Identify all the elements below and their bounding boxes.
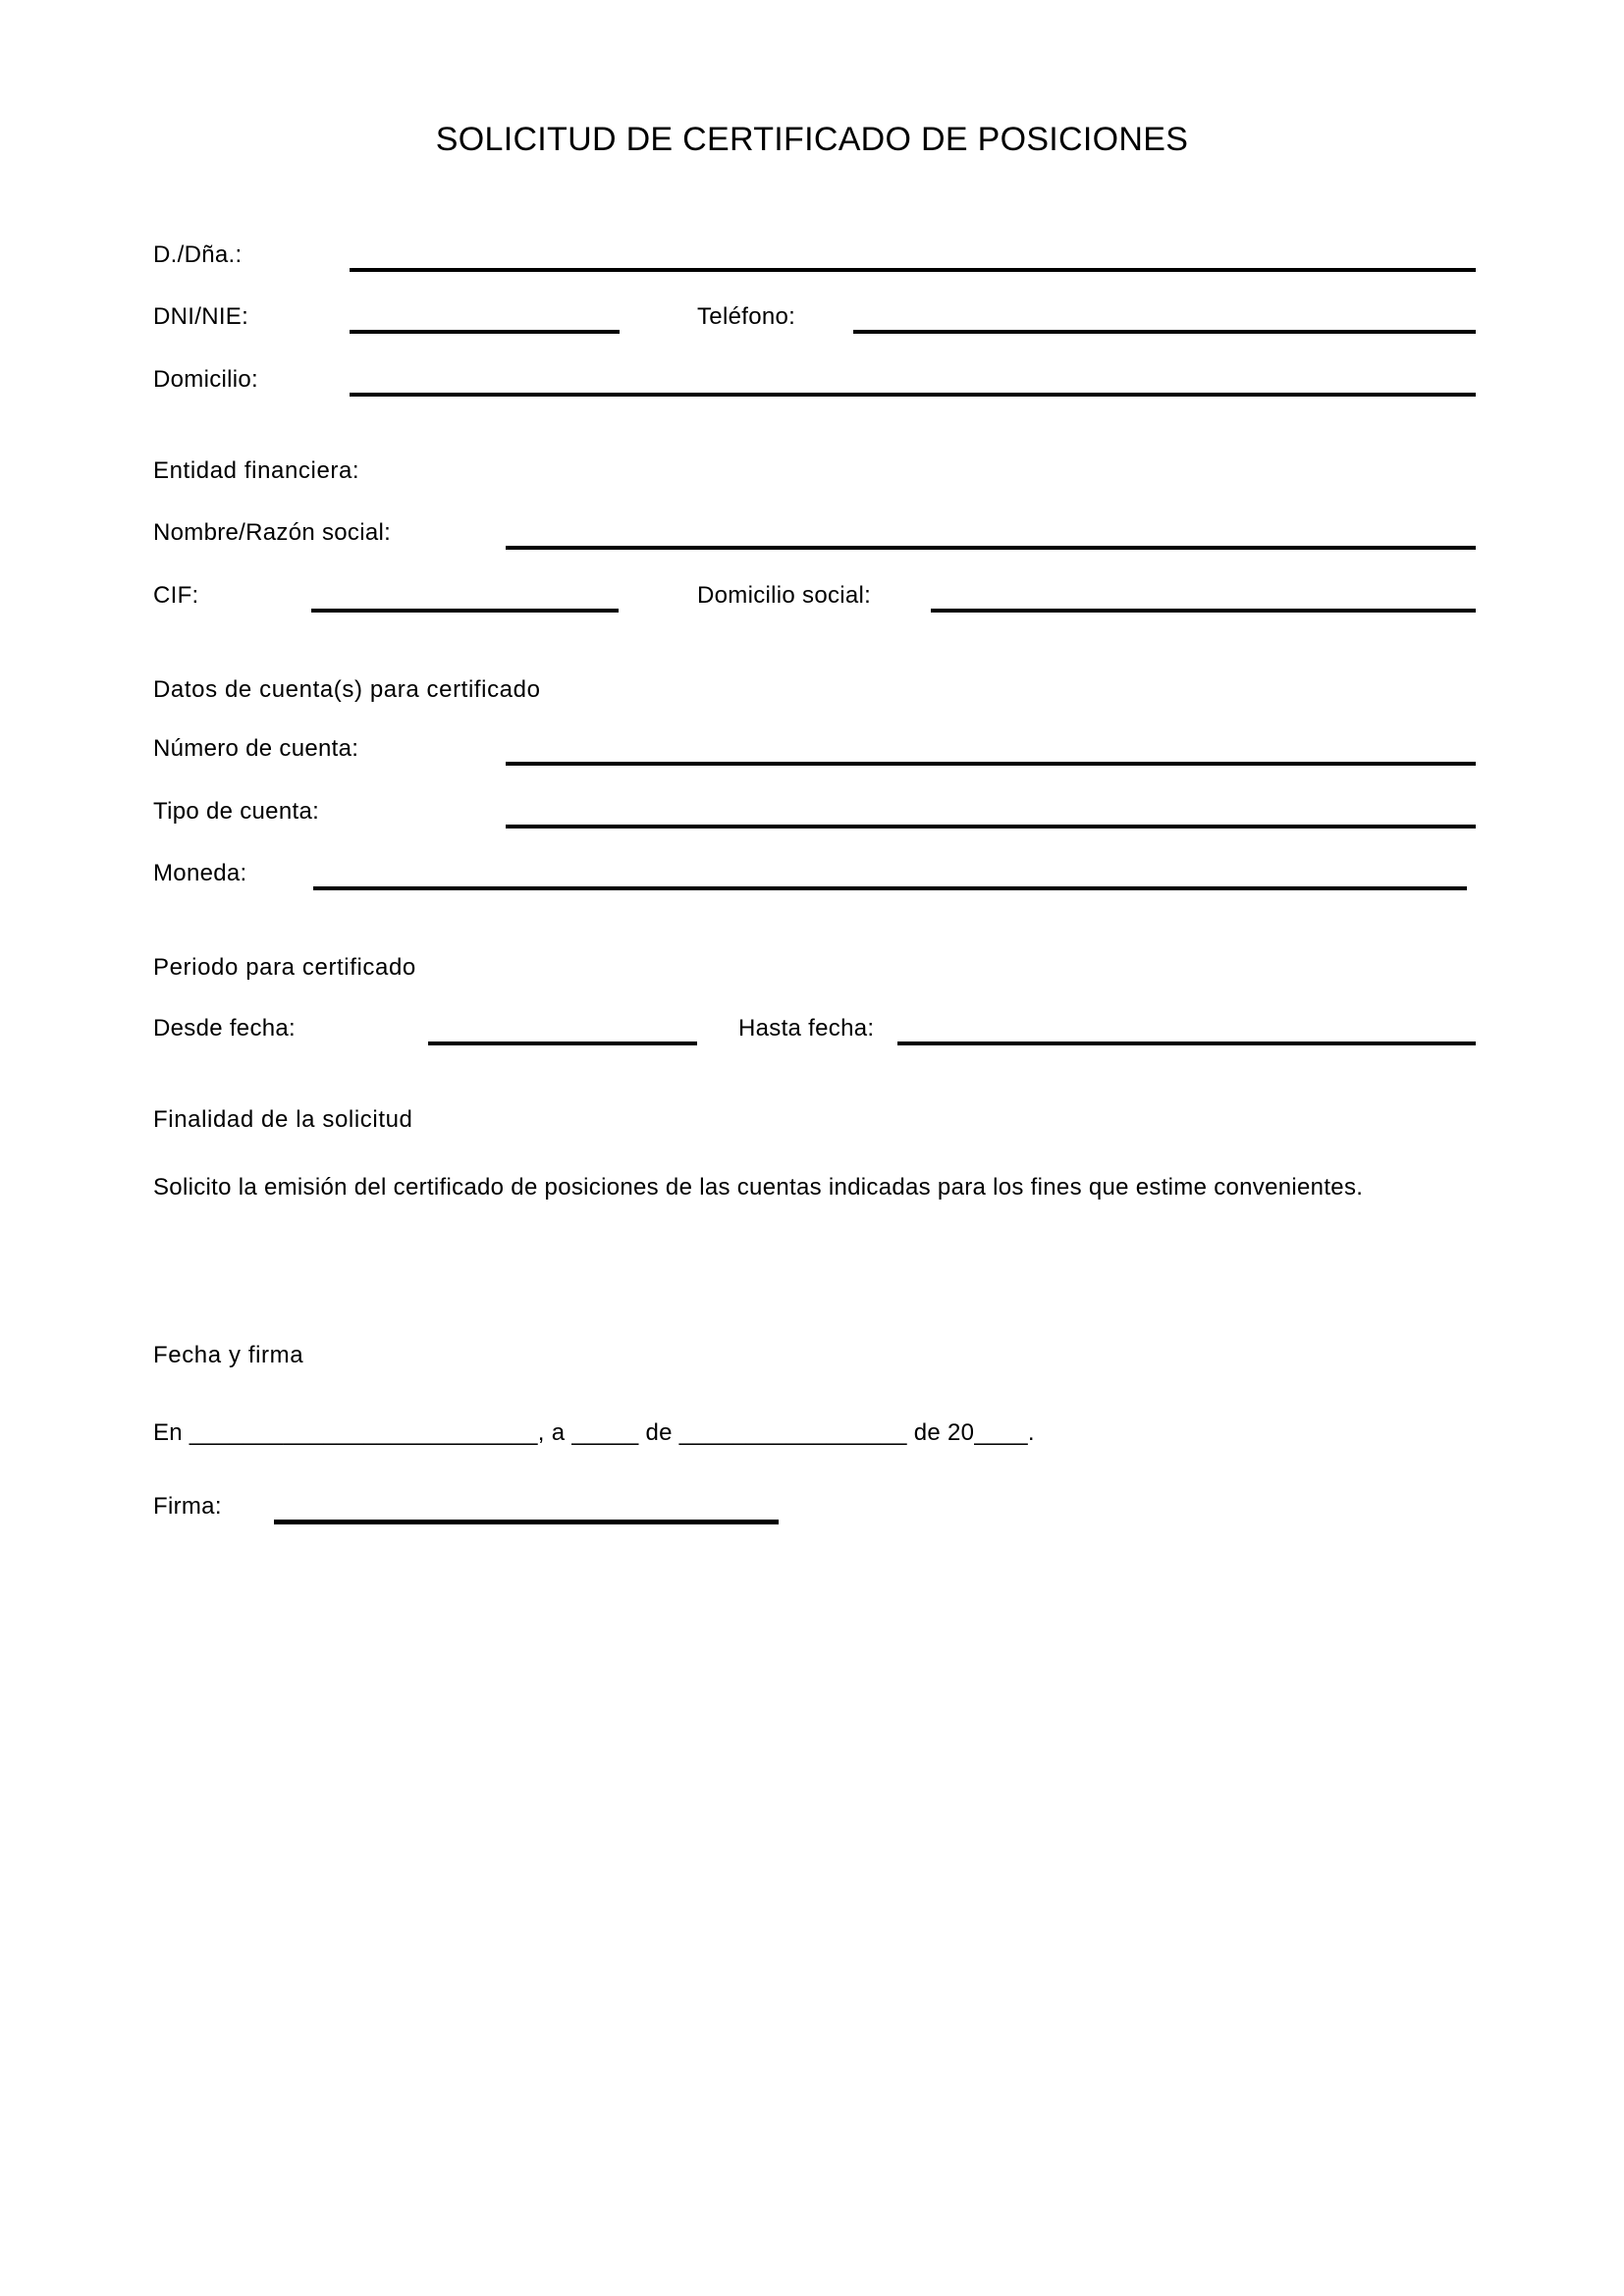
to-date-field-line[interactable] bbox=[897, 1041, 1476, 1045]
entity-name-label: Nombre/Razón social: bbox=[153, 519, 392, 546]
dni-field-line[interactable] bbox=[350, 330, 620, 334]
currency-field-line[interactable] bbox=[313, 886, 1467, 890]
account-number-field-line[interactable] bbox=[506, 762, 1476, 766]
from-date-label: Desde fecha: bbox=[153, 1015, 297, 1041]
entity-section-heading: Entidad financiera: bbox=[153, 457, 360, 484]
account-section-heading: Datos de cuenta(s) para certificado bbox=[153, 676, 541, 703]
dni-label: DNI/NIE: bbox=[153, 303, 249, 330]
address-label: Domicilio: bbox=[153, 366, 259, 393]
registered-address-field-line[interactable] bbox=[931, 609, 1476, 613]
account-type-label: Tipo de cuenta: bbox=[153, 798, 320, 825]
to-date-label: Hasta fecha: bbox=[738, 1015, 875, 1041]
purpose-section-heading: Finalidad de la solicitud bbox=[153, 1106, 413, 1133]
signature-section-heading: Fecha y firma bbox=[153, 1342, 304, 1368]
signature-field-line[interactable] bbox=[274, 1520, 779, 1524]
phone-field-line[interactable] bbox=[853, 330, 1476, 334]
page-title: SOLICITUD DE CERTIFICADO DE POSICIONES bbox=[435, 121, 1189, 158]
entity-name-field-line[interactable] bbox=[506, 546, 1476, 550]
applicant-name-field-line[interactable] bbox=[350, 268, 1476, 272]
address-field-line[interactable] bbox=[350, 393, 1476, 397]
from-date-field-line[interactable] bbox=[428, 1041, 697, 1045]
signature-label: Firma: bbox=[153, 1493, 222, 1520]
account-type-field-line[interactable] bbox=[506, 825, 1476, 828]
account-number-label: Número de cuenta: bbox=[153, 735, 359, 762]
cif-field-line[interactable] bbox=[311, 609, 619, 613]
currency-label: Moneda: bbox=[153, 860, 247, 886]
cif-label: CIF: bbox=[153, 582, 199, 609]
purpose-text: Solicito la emisión del certificado de posiciones de las cuentas indicadas para los fines que estime convenientes. bbox=[153, 1174, 1364, 1201]
registered-address-label: Domicilio social: bbox=[697, 582, 872, 609]
place-date-fill-line[interactable]: En __________________________, a _____ de _________________ de 20____. bbox=[153, 1419, 1035, 1446]
phone-label: Teléfono: bbox=[697, 303, 796, 330]
applicant-name-label: D./Dña.: bbox=[153, 241, 243, 268]
period-section-heading: Periodo para certificado bbox=[153, 954, 416, 981]
